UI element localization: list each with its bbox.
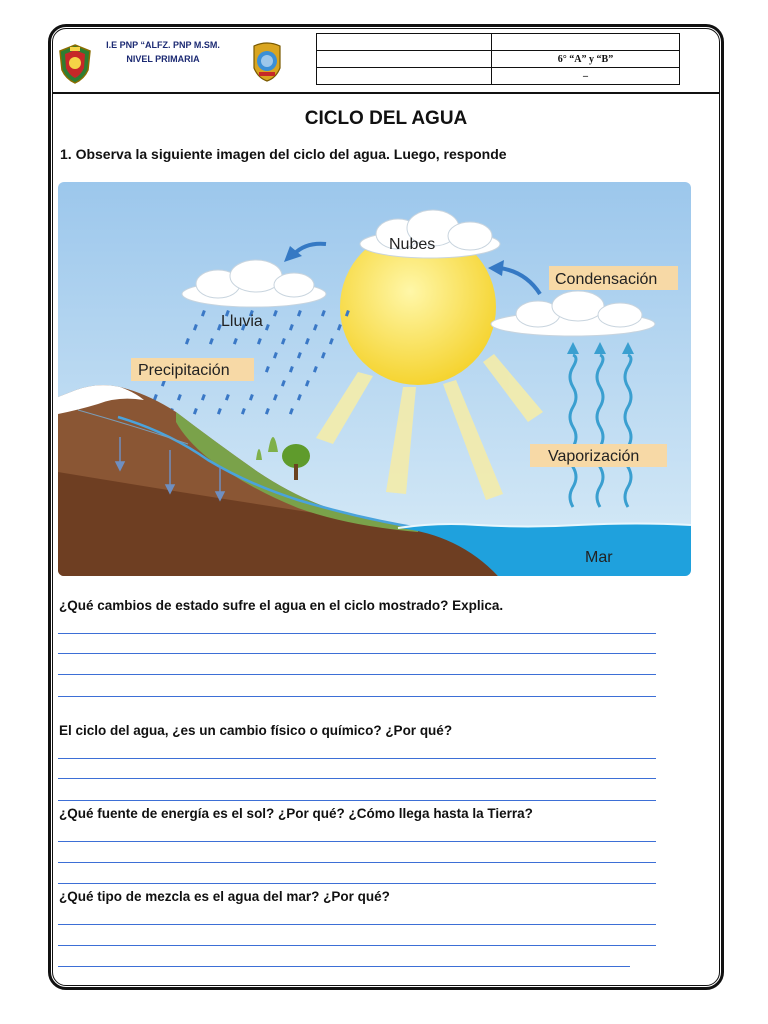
- school-badge-logo: [250, 42, 284, 82]
- label-condensacion: Condensación: [555, 271, 658, 288]
- answer-line[interactable]: [58, 696, 656, 697]
- answer-line[interactable]: [58, 966, 630, 967]
- answer-line[interactable]: [58, 841, 656, 842]
- question-4: ¿Qué tipo de mezcla es el agua del mar? ¿Por qué?: [59, 889, 390, 904]
- header-cell: [317, 68, 492, 85]
- question-3: ¿Qué fuente de energía es el sol? ¿Por qué? ¿Cómo llega hasta la Tierra?: [59, 806, 533, 821]
- answer-line[interactable]: [58, 758, 656, 759]
- tree-trunk: [294, 464, 298, 480]
- header-cell: [492, 34, 680, 51]
- police-crest-logo: [58, 44, 92, 84]
- water-cycle-diagram: [58, 182, 691, 576]
- answer-line[interactable]: [58, 924, 656, 925]
- answer-line[interactable]: [58, 800, 656, 801]
- label-vaporizacion: Vaporización: [548, 448, 640, 465]
- answer-line[interactable]: [58, 633, 656, 634]
- answer-line[interactable]: [58, 883, 656, 884]
- grade-cell: 6° “A” y “B”: [492, 51, 680, 68]
- school-name-line1: I.E PNP “ALFZ. PNP M.SM.: [106, 40, 220, 50]
- header-cell: [317, 34, 492, 51]
- instruction-text: 1. Observa la siguiente imagen del ciclo del agua. Luego, responde: [60, 146, 507, 162]
- answer-line[interactable]: [58, 674, 656, 675]
- answer-line[interactable]: [58, 862, 656, 863]
- header-divider: [52, 92, 720, 94]
- question-1: ¿Qué cambios de estado sufre el agua en el ciclo mostrado? Explica.: [59, 598, 504, 613]
- answer-line[interactable]: [58, 778, 656, 779]
- question-2: El ciclo del agua, ¿es un cambio físico o químico? ¿Por qué?: [59, 723, 453, 738]
- label-precipitacion: Precipitación: [138, 362, 230, 379]
- school-level: NIVEL PRIMARIA: [126, 54, 200, 64]
- label-nubes: Nubes: [389, 236, 436, 253]
- page-title: CICLO DEL AGUA: [304, 108, 468, 129]
- label-mar: Mar: [585, 549, 613, 566]
- header-cell: –: [492, 68, 680, 85]
- answer-line[interactable]: [58, 945, 656, 946]
- answer-line[interactable]: [58, 653, 656, 654]
- header-cell: [317, 51, 492, 68]
- header-info-table: [316, 33, 680, 85]
- school-name: [88, 38, 238, 66]
- label-lluvia: Lluvia: [221, 313, 263, 330]
